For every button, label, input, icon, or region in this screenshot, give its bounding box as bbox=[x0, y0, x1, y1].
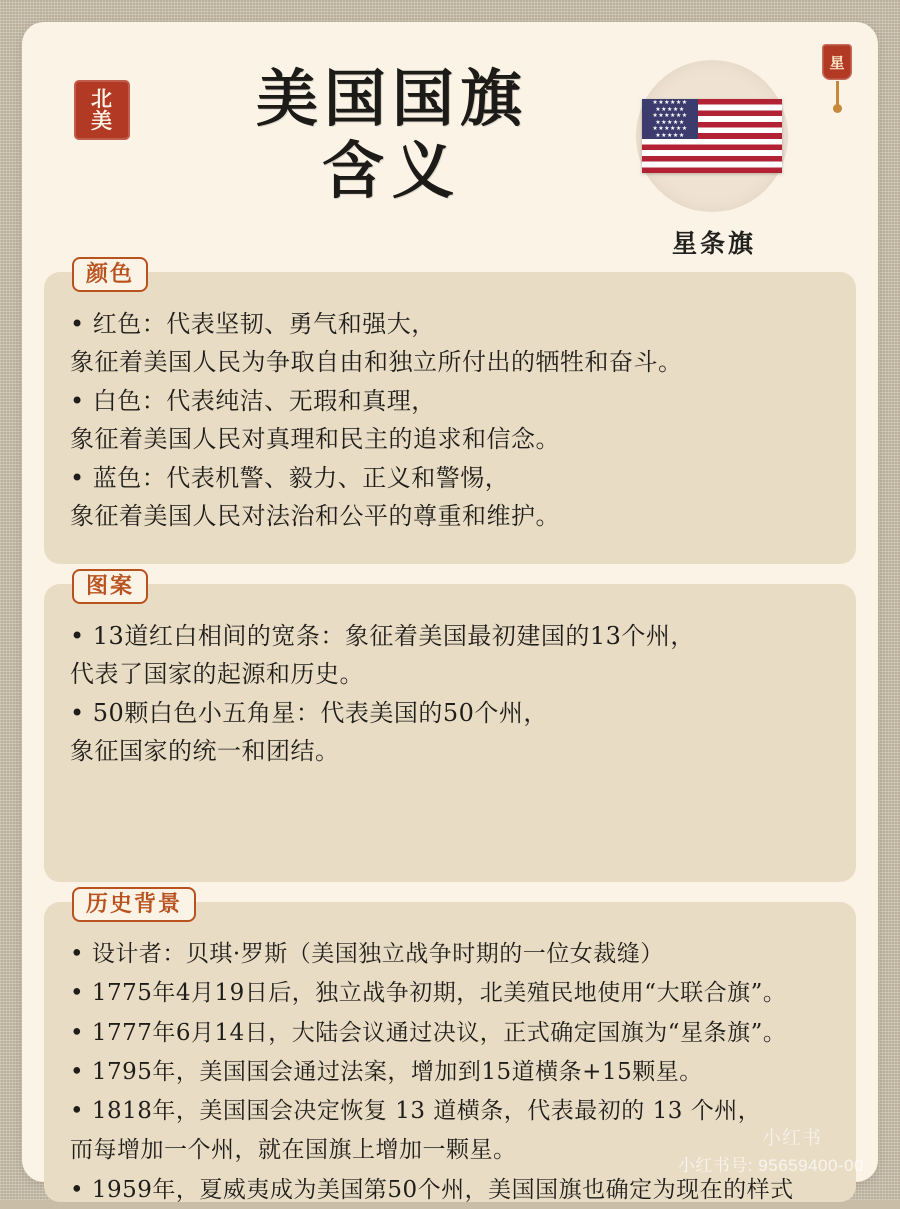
section-pattern-line: 象征国家的统一和团结。 bbox=[70, 737, 340, 766]
flag-illustration bbox=[636, 60, 792, 260]
section-pattern-line: • 13道红白相间的宽条：象征着美国最初建国的13个州， bbox=[70, 622, 695, 650]
section-colors-line: • 蓝色：代表机警、毅力、正义和警惕， bbox=[70, 463, 510, 492]
infographic-card bbox=[22, 22, 878, 1203]
flag-caption: 星条旗 bbox=[671, 229, 756, 258]
seal-char-top: 北 bbox=[91, 85, 113, 111]
section-colors bbox=[44, 261, 856, 564]
section-label-history: 历史背景 bbox=[72, 887, 196, 922]
section-history-line: • 1795年，美国国会通过法案，增加到15道横条+15颗星。 bbox=[70, 1058, 703, 1085]
watermark-user-id: 小红书号: 95659400-00 bbox=[677, 1156, 864, 1175]
section-pattern-line: • 50颗白色小五角星：代表美国的50个州， bbox=[70, 698, 548, 727]
seal-char-bottom: 美 bbox=[91, 108, 113, 133]
region-seal-badge bbox=[74, 80, 130, 140]
lantern-char: 星 bbox=[822, 44, 852, 80]
section-history-line: • 1775年4月19日后，独立战争初期，北美殖民地使用“大联合旗”。 bbox=[70, 980, 787, 1007]
page-title: 美国国旗 bbox=[255, 62, 528, 135]
us-flag-icon bbox=[642, 99, 782, 173]
section-label-pattern: 图案 bbox=[72, 569, 148, 604]
flag-canton bbox=[642, 99, 698, 139]
section-pattern-line: 代表了国家的起源和历史。 bbox=[70, 660, 364, 689]
section-colors-line: 象征着美国人民对真理和民主的追求和信念。 bbox=[70, 425, 560, 454]
header bbox=[22, 22, 878, 272]
section-colors-line: 象征着美国人民对法治和公平的尊重和维护。 bbox=[70, 502, 560, 531]
title-block bbox=[192, 64, 592, 207]
section-colors-line: • 红色：代表坚韧、勇气和强大， bbox=[70, 310, 436, 338]
section-colors-line: 象征着美国人民为争取自由和独立所付出的牺牲和奋斗。 bbox=[70, 348, 683, 377]
section-history-line: • 1818年，美国国会决定恢复 13 道横条，代表最初的 13 个州， bbox=[70, 1098, 762, 1124]
page-subtitle: 含义 bbox=[321, 134, 462, 208]
lantern-knot bbox=[833, 104, 842, 113]
section-history-line: • 1959年，夏威夷成为美国第50个州，美国国旗也确定为现在的样式 bbox=[70, 1176, 794, 1203]
section-history-line: • 设计者：贝琪·罗斯（美国独立战争时期的一位女裁缝） bbox=[70, 941, 664, 967]
section-pattern bbox=[44, 573, 856, 882]
flag-stars: ★★★★★★ ★★★★★ ★★★★★★ ★★★★★ ★★★★★★ ★★★★★ bbox=[652, 100, 688, 139]
section-history-line: • 1777年6月14日，大陆会议通过决议，正式确定国旗为“星条旗”。 bbox=[70, 1019, 787, 1046]
section-colors-line: • 白色：代表纯洁、无瑕和真理， bbox=[70, 386, 436, 415]
flag-circle-backdrop bbox=[636, 60, 788, 212]
section-history-line: 而每增加一个州，就在国旗上增加一颗星。 bbox=[70, 1137, 517, 1164]
section-label-colors: 颜色 bbox=[72, 257, 148, 292]
lantern-decoration bbox=[820, 44, 854, 113]
watermark-badge: 小红书 bbox=[761, 1127, 822, 1149]
